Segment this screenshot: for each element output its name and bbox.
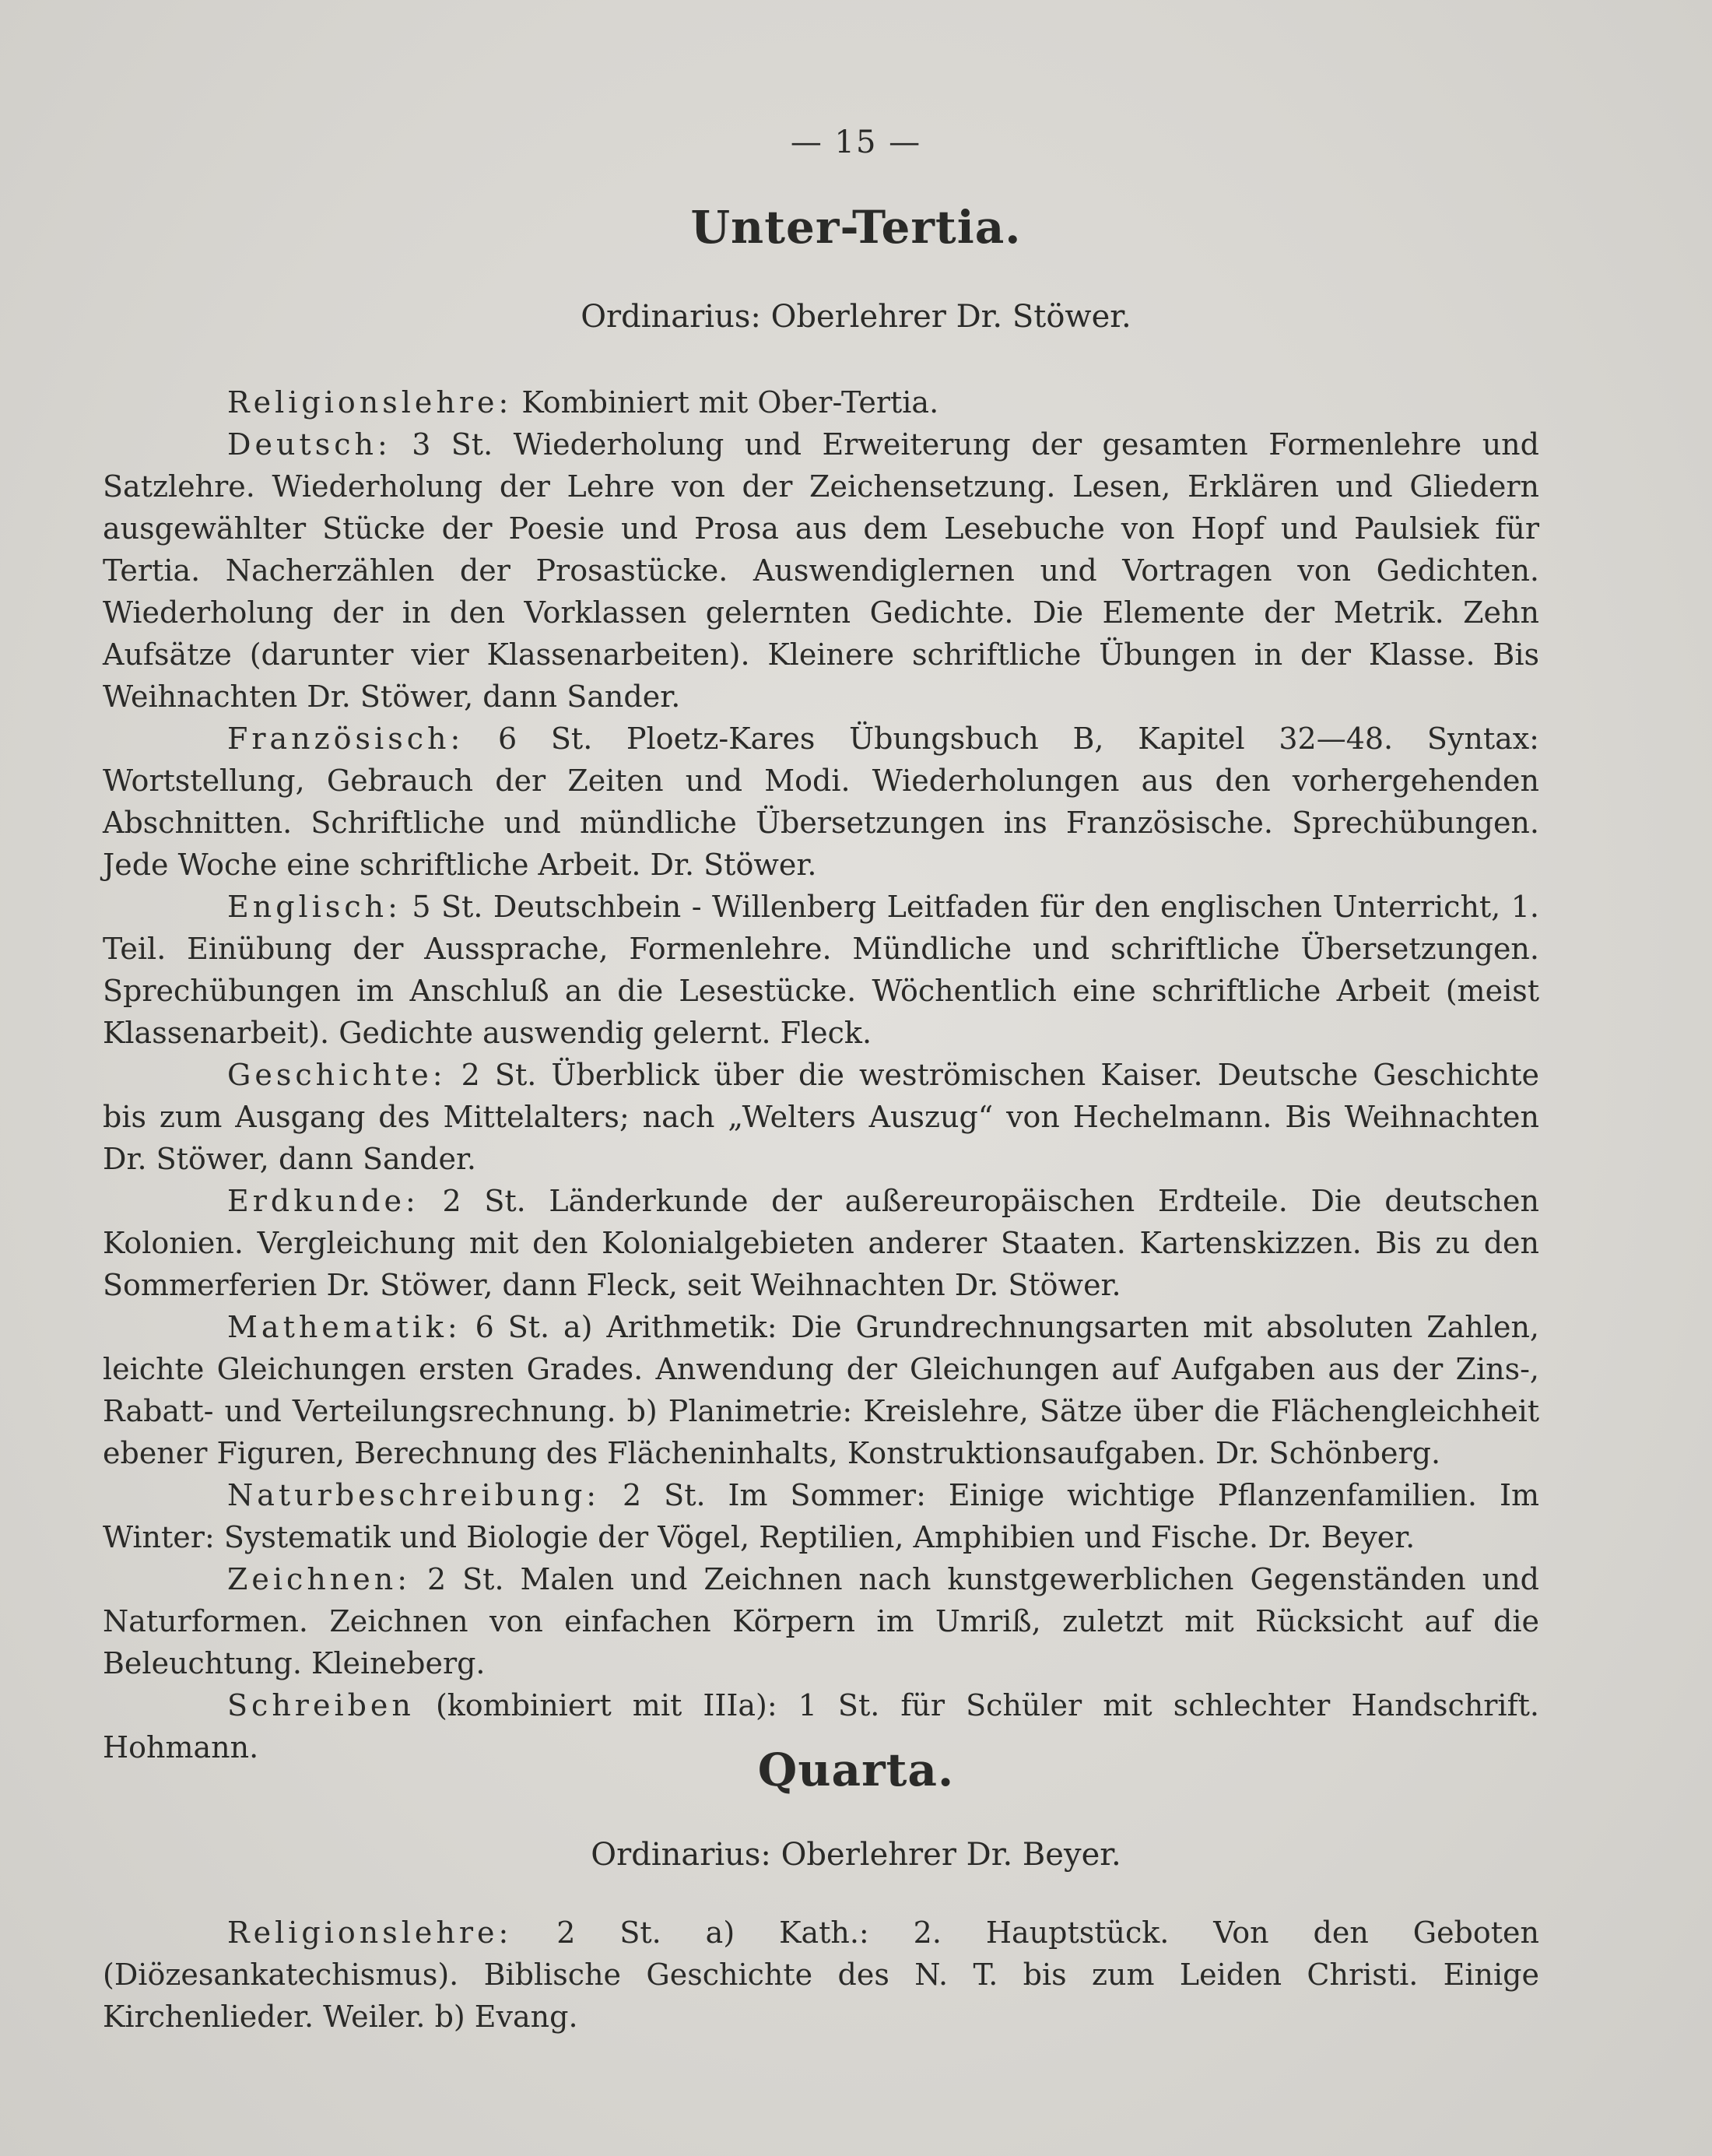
subject-paragraph bbox=[103, 381, 1539, 423]
subject-name: Religionslehre: bbox=[227, 1915, 513, 1950]
subject-paragraph bbox=[103, 718, 1539, 886]
subject-text: 2 St. Überblick über die weströmischen Kaiser. Deutsche Geschichte bis zum Ausgang des Mittelalters; nach „Welters Auszug“ von Hechelmann. Bis Weihnachten Dr. Stöwer, dann Sander. bbox=[103, 1058, 1539, 1176]
subject-name: Religionslehre: bbox=[227, 385, 513, 420]
subject-name: Naturbeschreibung: bbox=[227, 1478, 601, 1512]
subject-text: Kombiniert mit Ober-Tertia. bbox=[521, 385, 939, 420]
subject-paragraph bbox=[103, 886, 1539, 1054]
subject-name: Französisch: bbox=[227, 722, 465, 756]
ordinarius-unter-tertia bbox=[0, 299, 1712, 335]
section-title-quarta: Quarta. bbox=[757, 1743, 955, 1796]
subject-paragraph bbox=[103, 1180, 1539, 1306]
section-title-unter-tertia: Unter-Tertia. bbox=[690, 201, 1022, 254]
subject-text: 2 St. Im Sommer: Einige wichtige Pflanzenfamilien. Im Winter: Systematik und Biologie der Vögel, Reptilien, Amphibien und Fische. Dr. Beyer. bbox=[103, 1478, 1539, 1554]
subject-paragraph bbox=[103, 1558, 1539, 1684]
ordinarius-quarta bbox=[0, 1837, 1712, 1873]
subject-text: 6 St. a) Arithmetik: Die Grundrechnungsarten mit absoluten Zahlen, leichte Gleichungen ersten Grades. Anwendung der Gleichungen auf Aufgaben aus der Zins-, Rabatt- und Verteilungsrechnung. b) Planimetrie: Kreislehre, Sätze über die Flächengleichheit ebener Figuren, Berechnung des Flächeninhalts, Konstruktionsaufgaben. Dr. Schönberg. bbox=[103, 1310, 1539, 1470]
page-number: — 15 — bbox=[790, 125, 922, 160]
ordinarius-name: Oberlehrer Dr. Beyer. bbox=[781, 1837, 1121, 1873]
subject-name: Deutsch: bbox=[227, 427, 391, 462]
subject-name: Zeichnen: bbox=[227, 1562, 412, 1596]
subject-text: 2 St. a) Kath.: 2. Hauptstück. Von den Geboten (Diözesankatechismus). Biblische Geschichte des N. T. bis zum Leiden Christi. Einige Kirchenlieder. Weiler. b) Evang. bbox=[103, 1915, 1539, 2034]
subject-name: Geschichte: bbox=[227, 1058, 447, 1092]
ordinarius-label: Ordinarius: bbox=[581, 299, 761, 335]
subject-name: Erdkunde: bbox=[227, 1184, 419, 1218]
subject-text: (kombiniert mit IIIa): 1 St. für Schüler mit schlechter Handschrift. Hohmann. bbox=[103, 1688, 1539, 1764]
subject-text: 2 St. Länderkunde der außereuropäischen Erdteile. Die deutschen Kolonien. Vergleichung mit den Kolonialgebieten anderer Staaten. Kartenskizzen. Bis zu den Sommerferien Dr. Stöwer, dann Fleck, seit Weihnachten Dr. Stöwer. bbox=[103, 1184, 1539, 1302]
subject-name: Schreiben bbox=[227, 1688, 415, 1722]
ordinarius-label: Ordinarius: bbox=[591, 1837, 771, 1873]
subject-paragraph bbox=[103, 1306, 1539, 1474]
subject-text: 6 St. Ploetz-Kares Übungsbuch B, Kapitel 32—48. Syntax: Wortstellung, Gebrauch der Zeiten und Modi. Wiederholungen aus den vorhergehenden Abschnitten. Schriftliche und mündliche Übersetzungen ins Französische. Sprechübungen. Jede Woche eine schriftliche Arbeit. Dr. Stöwer. bbox=[103, 722, 1539, 882]
ordinarius-name: Oberlehrer Dr. Stöwer. bbox=[770, 299, 1131, 335]
subject-paragraph bbox=[103, 1474, 1539, 1558]
subject-text: 2 St. Malen und Zeichnen nach kunstgewerblichen Gegenständen und Naturformen. Zeichnen von einfachen Körpern im Umriß, zuletzt mit Rücksicht auf die Beleuchtung. Kleineberg. bbox=[103, 1562, 1539, 1680]
subject-text: 3 St. Wiederholung und Erweiterung der gesamten Formenlehre und Satzlehre. Wiederholung der Lehre von der Zeichensetzung. Lesen, Erklären und Gliedern ausgewählter Stücke der Poesie und Prosa aus dem Lesebuche von Hopf und Paulsiek für Tertia. Nacherzählen der Prosastücke. Auswendiglernen und Vortragen von Gedichten. Wiederholung der in den Vorklassen gelernten Gedichte. Die Elemente der Metrik. Zehn Aufsätze (darunter vier Klassenarbeiten). Kleinere schriftliche Übungen in der Klasse. Bis Weihnachten Dr. Stöwer, dann Sander. bbox=[103, 427, 1539, 714]
subject-text: 5 St. Deutschbein - Willenberg Leitfaden für den englischen Unterricht, 1. Teil. Einübung der Aussprache, Formenlehre. Mündliche und schriftliche Übersetzungen. Sprechübungen im Anschluß an die Lesestücke. Wöchentlich eine schriftliche Arbeit (meist Klassenarbeit). Gedichte auswendig gelernt. Fleck. bbox=[103, 890, 1539, 1050]
unter-tertia-subjects bbox=[103, 381, 1539, 1768]
quarta-subjects bbox=[103, 1912, 1539, 2038]
subject-paragraph bbox=[103, 423, 1539, 718]
subject-name: Englisch: bbox=[227, 890, 402, 924]
subject-paragraph bbox=[103, 1912, 1539, 2038]
subject-name: Mathematik: bbox=[227, 1310, 461, 1344]
subject-paragraph bbox=[103, 1054, 1539, 1180]
